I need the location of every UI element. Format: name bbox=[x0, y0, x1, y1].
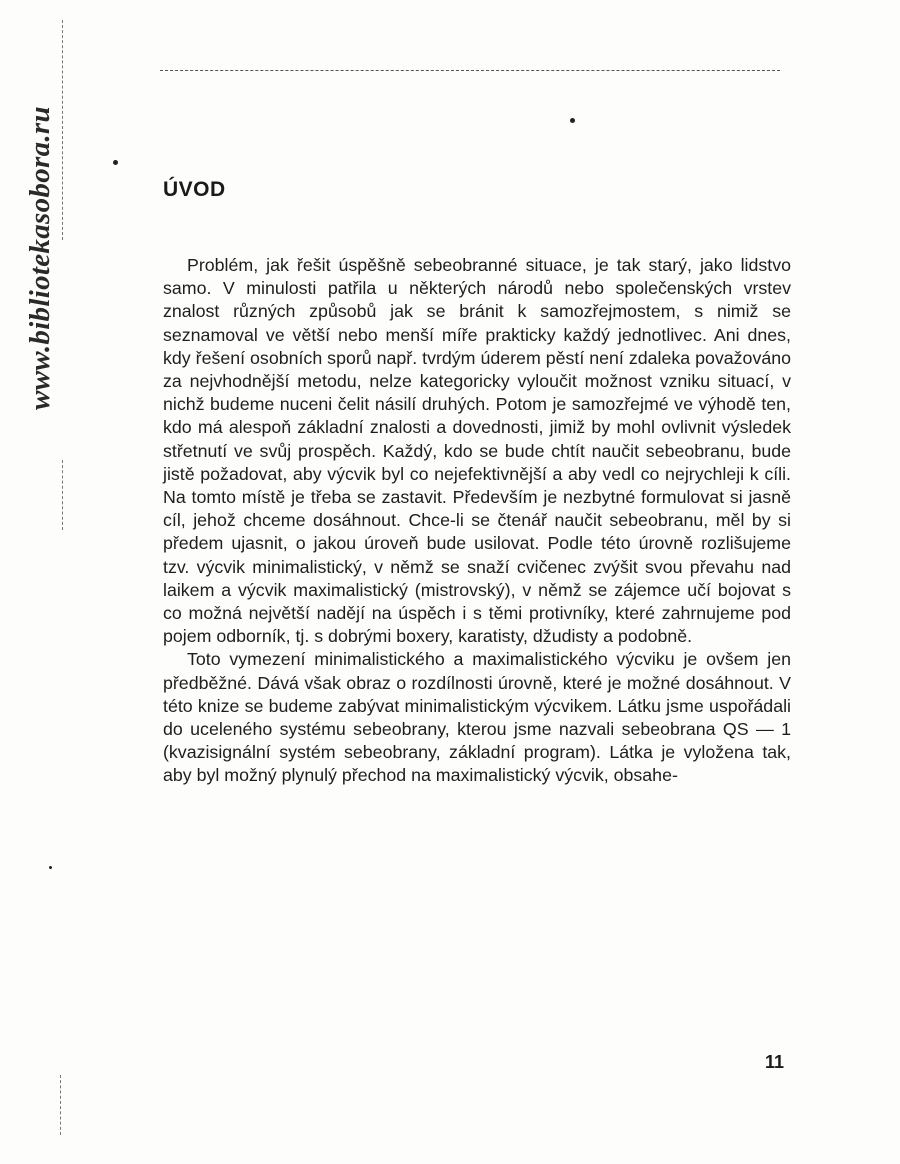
ink-speck bbox=[570, 118, 575, 123]
paragraph: Toto vymezení minimalistického a maximalistického výcviku je ovšem jen předběžné. Dává však obraz o rozdílnosti úrovně, které je možné dosáhnout. V této knize se budeme zabývat minimalistickým výcvikem. Látku jsme uspořádali do uceleného systému sebeobrany, kterou jsme nazvali sebeobrana QS — 1 (kvazisignální systém sebeobrany, základní program). Látka je vyložena tak, aby byl možný plynulý přechod na maximalistický výcvik, obsahe- bbox=[163, 649, 791, 786]
top-rule bbox=[160, 70, 780, 71]
page-number: 11 bbox=[765, 1052, 785, 1072]
ink-speck bbox=[49, 866, 52, 869]
left-edge-mark bbox=[62, 460, 63, 530]
left-edge-mark bbox=[60, 1075, 61, 1135]
watermark-url: www.bibliotekasobora.ru bbox=[24, 106, 56, 410]
paragraph: Problém, jak řešit úspěšně sebeobranné situace, je tak starý, jako lidstvo samo. V minulosti patřila u některých národů nebo společenských vrstev znalost různých způsobů jak se bránit k samozřejmostem, s nimiž se seznamoval ve větší nebo menší míře prakticky každý jednotlivec. Ani dnes, kdy řešení osobních sporů např. tvrdým úderem pěstí není zdaleka považováno za nejvhodnější metodu, nelze kategoricky vyloučit možnost vzniku situací, v nichž budeme nuceni čelit násilí druhých. Potom je samozřejmé ve výhodě ten, kdo má alespoň základní znalosti a dovednosti, jimiž by mohl ovlivnit výsledek střetnutí ve svůj prospěch. Každý, kdo se bude chtít naučit sebeobranu, bude jistě požadovat, aby výcvik byl co nejefektivnější a aby vedl co nejrychleji k cíli. Na tomto místě je třeba se zastavit. Především je nezbytné formulovat si jasně cíl, jehož chceme dosáhnout. Chce-li se čtenář naučit sebeobranu, měl by si předem ujasnit, o jakou úroveň bude usilovat. Podle této úrovně rozlišujeme tzv. výcvik minimalistický, v němž se snaží cvičenec zvýšit svou převahu nad laikem a výcvik maximalistický (mistrovský), v němž se zájemce učí bojovat s co možná největší nadějí na úspěch i s těmi protivníky, které zahrnujeme pod pojem odborník, tj. s dobrými boxery, karatisty, džudisty a podobně. bbox=[163, 255, 791, 647]
body-text bbox=[163, 254, 791, 788]
chapter-heading: ÚVOD bbox=[163, 178, 226, 201]
left-edge-mark bbox=[62, 20, 63, 240]
ink-speck bbox=[113, 160, 118, 165]
